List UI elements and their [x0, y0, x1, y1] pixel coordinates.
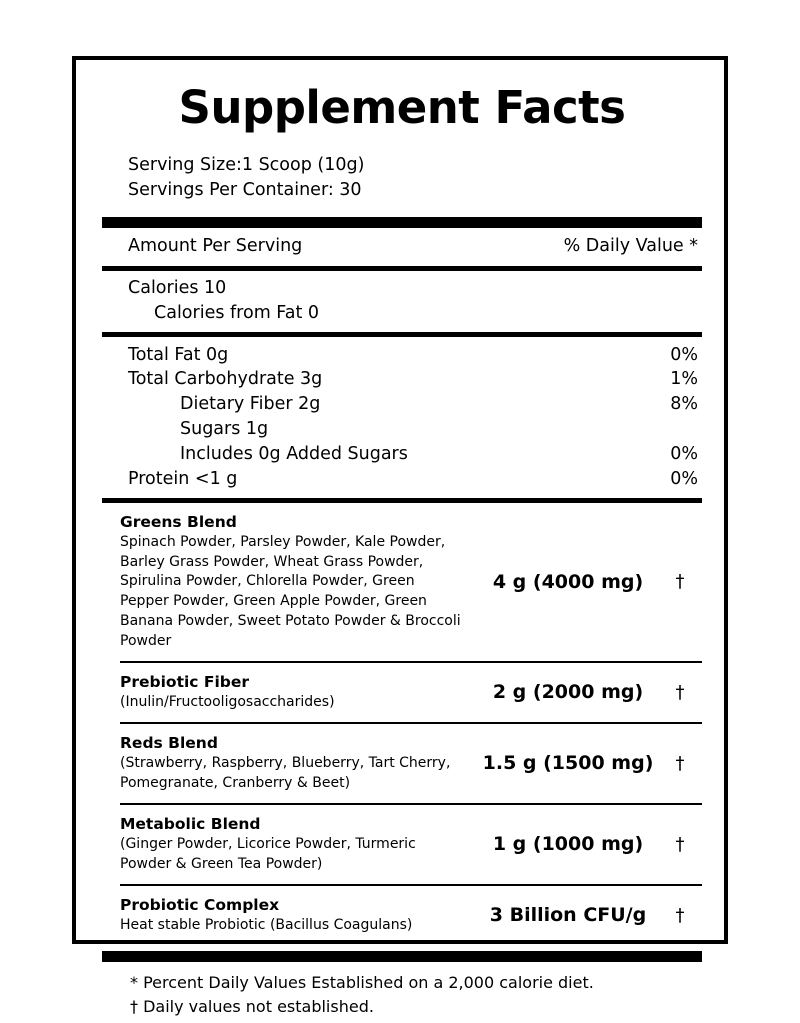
nutrient-dv: 8% [670, 394, 698, 415]
blend-text [120, 895, 474, 936]
nutrient-row [128, 467, 698, 492]
blend-row [102, 886, 702, 945]
blend-text [120, 672, 474, 713]
nutrient-name: Sugars 1g [180, 419, 269, 440]
blend-name: Greens Blend [120, 512, 237, 531]
nutrient-name: Dietary Fiber 2g [180, 394, 321, 415]
footnotes [102, 962, 702, 1023]
blend-description: Heat stable Probiotic (Bacillus Coagulans) [120, 916, 413, 933]
calories-value: Calories 10 [128, 277, 227, 298]
blend-dv: † [675, 752, 685, 774]
blend-amount: 4 g (4000 mg) [492, 570, 644, 593]
blend-amount: 2 g (2000 mg) [492, 681, 644, 704]
blend-text [120, 814, 474, 875]
nutrient-name: Total Fat 0g [128, 344, 229, 365]
page-title: Supplement Facts [178, 81, 626, 134]
footnote-dagger: † Daily values not established. [130, 996, 374, 1016]
nutrients-list [102, 337, 702, 498]
nutrient-dv: 0% [670, 443, 698, 464]
nutrient-row [128, 392, 698, 417]
blend-description: (Ginger Powder, Licorice Powder, Turmeric Powder & Green Tea Powder) [120, 836, 416, 872]
blend-description: Spinach Powder, Parsley Powder, Kale Powder, Barley Grass Powder, Wheat Grass Powder, Spirulina Powder, Chlorella Powder, Green Pepper Powder, Green Apple Powder, Green Banana Powder, Sweet Potato Powder & Broccoli Powder [120, 533, 461, 650]
amount-per-serving-row [102, 228, 702, 266]
blend-row [102, 663, 702, 722]
panel-inner [102, 78, 702, 1016]
nutrient-row [128, 367, 698, 392]
blend-text [120, 512, 474, 652]
blend-amount: 3 Billion CFU/g [489, 904, 647, 927]
calories-block [102, 271, 702, 332]
blend-dv: † [675, 571, 685, 593]
nutrient-row [128, 442, 698, 467]
nutrient-dv: 1% [670, 369, 698, 390]
blend-name: Metabolic Blend [120, 814, 261, 833]
blend-amount: 1.5 g (1500 mg) [482, 752, 654, 775]
blend-name: Reds Blend [120, 734, 218, 752]
serving-size: Serving Size:1 Scoop (10g) [128, 155, 365, 176]
blend-description: (Strawberry, Raspberry, Blueberry, Tart Cherry, Pomegranate, Cranberry & Beet) [120, 755, 451, 792]
nutrient-row [128, 343, 698, 368]
nutrient-row [128, 417, 698, 442]
daily-value-header: % Daily Value * [563, 235, 698, 256]
blend-row [102, 724, 702, 803]
blend-amount: 1 g (1000 mg) [492, 833, 644, 856]
blend-description: (Inulin/Fructooligosaccharides) [120, 694, 335, 711]
blend-row [102, 805, 702, 884]
footnote-daily-value: * Percent Daily Values Established on a 2,000 calorie diet. [130, 972, 594, 992]
amount-per-serving-label: Amount Per Serving [128, 235, 303, 256]
blend-name: Probiotic Complex [120, 895, 280, 914]
serving-info [102, 153, 702, 203]
blend-dv: † [675, 681, 685, 703]
divider-thick-bottom [102, 951, 702, 962]
blend-text [120, 733, 474, 794]
divider-thick-top [102, 217, 702, 228]
nutrient-name: Protein <1 g [128, 468, 238, 489]
blend-name: Prebiotic Fiber [120, 672, 250, 691]
blend-dv: † [675, 833, 685, 855]
nutrient-name: Total Carbohydrate 3g [128, 369, 323, 390]
blend-row [102, 503, 702, 661]
servings-per-container: Servings Per Container: 30 [128, 180, 362, 201]
nutrient-name: Includes 0g Added Sugars [180, 443, 408, 464]
supplement-facts-panel [72, 56, 728, 1016]
nutrient-dv: 0% [670, 468, 698, 489]
nutrient-dv: 0% [670, 344, 698, 365]
blend-dv: † [675, 904, 685, 926]
calories-from-fat: Calories from Fat 0 [154, 303, 320, 324]
